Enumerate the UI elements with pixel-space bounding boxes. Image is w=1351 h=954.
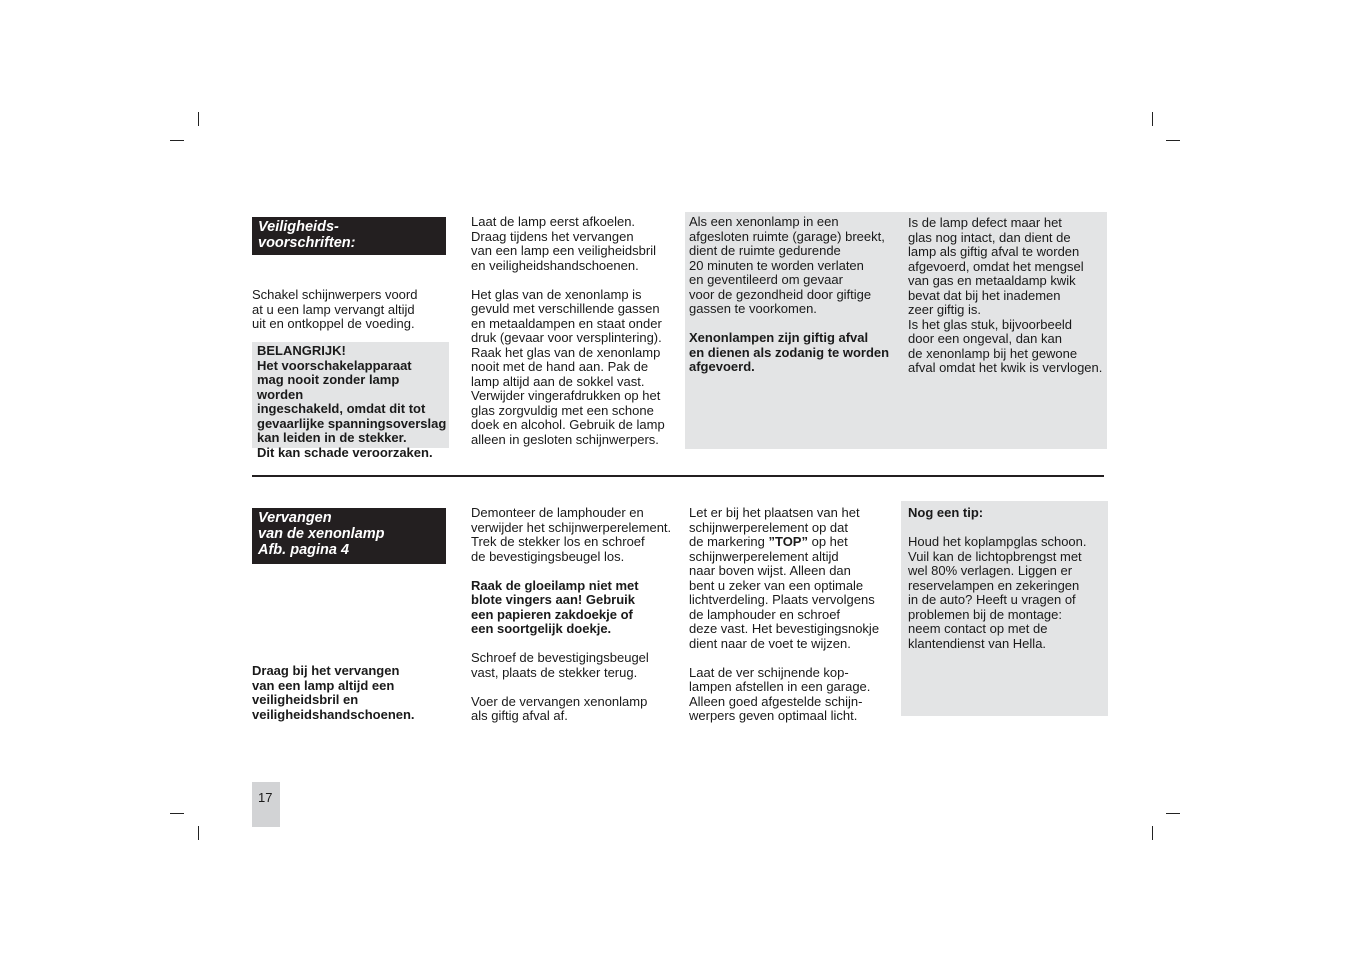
replace-col-3 bbox=[689, 506, 894, 724]
crop-mark bbox=[1166, 140, 1180, 141]
safety-col-1 bbox=[252, 288, 452, 332]
tip-text: Houd het koplampglas schoon. Vuil kan de lichtopbrengst met wel 80% verlagen. Liggen er reservelampen en zekeringen in de auto? Heeft u vragen of problemen bij de montage: neem contact op met de klantendienst van Hella. bbox=[908, 534, 1087, 651]
no-fingers-warning: Raak de gloeilamp niet met blote vingers aan! Gebruik een papieren zakdoekje of een soortgelijk doekje. bbox=[471, 577, 639, 636]
safety-col-3 bbox=[689, 215, 894, 375]
section-divider bbox=[252, 475, 1104, 477]
tip-title: Nog een tip: bbox=[908, 505, 984, 520]
section-heading-replace: Vervangen van de xenonlamp Afb. pagina 4 bbox=[252, 508, 446, 564]
breakage-text: Als een xenonlamp in een afgesloten ruimte (garage) breekt, dient de ruimte gedurende 20 minuten te worden verlaten en geventileerd om gevaar voor de gezondheid door giftige gassen te voorkomen. bbox=[689, 214, 885, 316]
dismount-text: Demonteer de lamphouder en verwijder het schijnwerperelement. Trek de stekker los en schroef de bevestigingsbeugel los. bbox=[471, 505, 672, 564]
cool-down-text: Laat de lamp eerst afkoelen. Draag tijdens het vervangen van een lamp een veiligheidsbril en veiligheidshandschoenen. bbox=[471, 214, 657, 273]
crop-mark bbox=[198, 826, 199, 840]
fasten-bracket-text: Schroef de bevestigingsbeugel vast, plaats de stekker terug. bbox=[471, 650, 649, 680]
important-notice-box bbox=[252, 342, 449, 460]
crop-mark bbox=[198, 112, 199, 126]
glass-warning-text: Het glas van de xenonlamp is gevuld met verschillende gassen en metaaldampen en staat onder druk (gevaar voor versplintering). Raak het glas van de xenonlamp nooit met de hand aan. Pak de lamp altijd aan de sokkel vast. Verwijder vingerafdrukken op het glas zorgvuldig met een schone doek en alcohol. Gebruik de lamp alleen in gesloten schijnwerpers. bbox=[471, 286, 665, 447]
safety-intro-text: Schakel schijnwerpers voord at u een lamp vervangt altijd uit en ontkoppel de voeding. bbox=[252, 287, 418, 331]
safety-col-2 bbox=[471, 215, 676, 447]
dispose-lamp-text: Voer de vervangen xenonlamp als giftig afval af. bbox=[471, 693, 648, 723]
replace-col-4 bbox=[908, 506, 1106, 651]
replace-col-2 bbox=[471, 506, 676, 724]
section-heading-safety: Veiligheids- voorschriften: bbox=[252, 217, 446, 255]
important-notice-text: BELANGRIJK! Het voorschakelapparaat mag nooit zonder lamp worden ingeschakeld, omdat dit tot gevaarlijke spanningsoverslag kan leiden in de stekker. Dit kan schade veroorzaken. bbox=[257, 343, 447, 460]
defect-lamp-text: Is de lamp defect maar het glas nog intact, dan dient de lamp als giftig afval te worden afgevoerd, omdat het mengsel van gas en metaaldamp kwik bevat dat bij het inademen zeer giftig is. Is het glas stuk, bijvoorbeeld door een ongeval, dan kan de xenonlamp bij het gewone afval omdat het kwik is vervlogen. bbox=[908, 215, 1103, 375]
page-number: 17 bbox=[252, 782, 280, 827]
crop-mark bbox=[1152, 826, 1153, 840]
adjust-headlamp-text: Laat de ver schijnende kop- lampen afstellen in een garage. Alleen goed afgestelde schijn- werpers geven optimaal licht. bbox=[689, 664, 871, 723]
replace-col-1 bbox=[252, 664, 452, 722]
safety-col-4 bbox=[908, 216, 1108, 376]
top-marking-text: Let er bij het plaatsen van het schijnwerperelement op dat de markering ”TOP” op het schijnwerperelement altijd naar boven wijst. Alleen dan bent u zeker van een optimale lichtverdeling. Plaats vervolgens de lamphouder en schroef deze vast. Het bevestigingsnokje dient naar de voet te wijzen. bbox=[689, 505, 880, 651]
top-marking-label: ”TOP” bbox=[768, 534, 808, 549]
protective-gear-warning: Draag bij het vervangen van een lamp altijd een veiligheidsbril en veiligheidshandschoenen. bbox=[252, 663, 415, 722]
crop-mark bbox=[1152, 112, 1153, 126]
crop-mark bbox=[170, 813, 184, 814]
crop-mark bbox=[1166, 813, 1180, 814]
toxic-waste-text: Xenonlampen zijn giftig afval en dienen als zodanig te worden afgevoerd. bbox=[689, 330, 890, 374]
crop-mark bbox=[170, 140, 184, 141]
